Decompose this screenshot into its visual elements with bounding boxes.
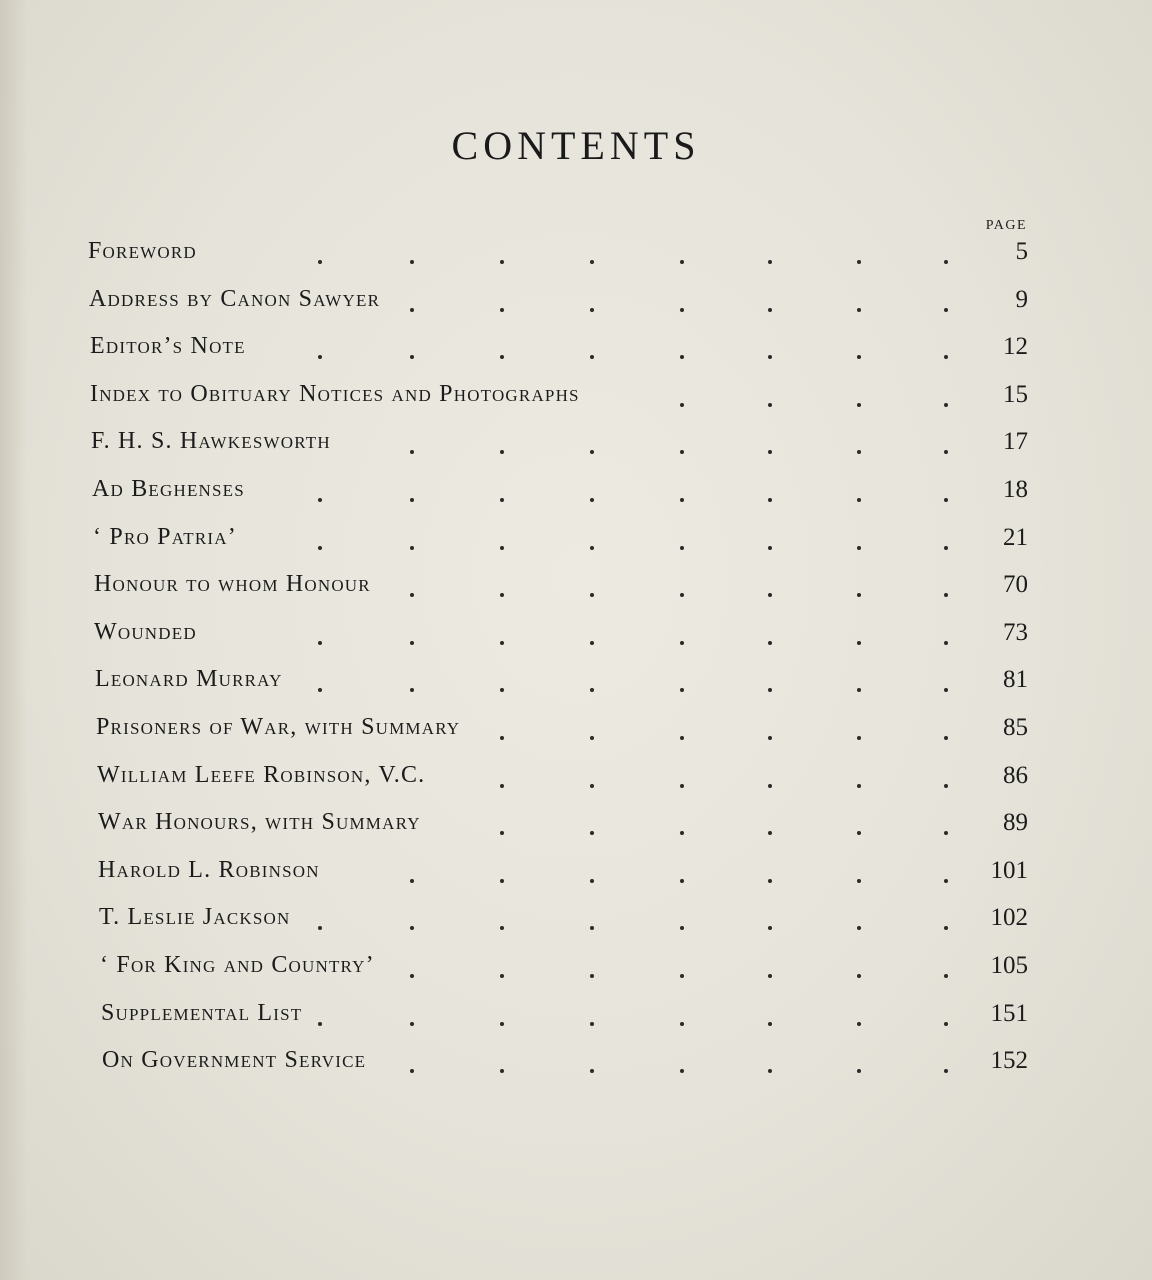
leader-dot [590,641,594,645]
toc-entry-title: Honour to whom Honour [94,571,371,597]
leader-dot [410,260,414,264]
toc-entry-title: Address by Canon Sawyer [89,286,381,312]
toc-entry-title: Harold L. Robinson [98,857,320,883]
toc-entry-page-number: 151 [990,1000,1028,1027]
leader-dot [944,308,948,312]
toc-entry [0,809,1152,843]
leader-dot [944,403,948,407]
leader-dot [318,641,322,645]
toc-entry-page-number: 5 [1015,238,1028,265]
leader-dot [857,784,861,788]
toc-entry-title: Wounded [94,619,197,645]
leader-dot [590,308,594,312]
leader-dot [500,1022,504,1026]
leader-dot [590,260,594,264]
leader-dot [590,784,594,788]
leader-dot [318,926,322,930]
toc-entry [0,524,1152,558]
leader-dot [768,450,772,454]
leader-dot [500,641,504,645]
leader-dot [680,546,684,550]
toc-entry [0,857,1152,891]
leader-dot [944,355,948,359]
leader-dot [768,308,772,312]
toc-entry-page-number: 9 [1015,286,1028,313]
toc-entry-page-number: 86 [1003,762,1028,789]
toc-entry-title: Leonard Murray [95,666,283,692]
toc-entry-page-number: 15 [1003,381,1028,408]
page-title: CONTENTS [451,123,701,168]
leader-dot [680,403,684,407]
leader-dot [857,1022,861,1026]
toc-entry [0,904,1152,938]
leader-dot [768,736,772,740]
leader-dot [944,879,948,883]
leader-dot [410,974,414,978]
leader-dot [500,450,504,454]
toc-entry-page-number: 17 [1003,428,1028,455]
toc-entry-title: On Government Service [102,1047,367,1073]
leader-dot [680,831,684,835]
leader-dot [944,926,948,930]
leader-dot [680,355,684,359]
leader-dot [680,308,684,312]
leader-dot [410,355,414,359]
toc-entry [0,381,1152,415]
leader-dot [500,974,504,978]
leader-dot [680,593,684,597]
leader-dot [857,450,861,454]
leader-dot [410,1069,414,1073]
leader-dot [410,879,414,883]
leader-dot [318,546,322,550]
leader-dot [500,784,504,788]
leader-dot [768,831,772,835]
leader-dot [590,926,594,930]
toc-entry-title: War Honours, with Summary [98,809,421,835]
leader-dot [857,403,861,407]
toc-entry-page-number: 101 [990,857,1028,884]
leader-dot [500,260,504,264]
leader-dot [500,593,504,597]
leader-dot [944,784,948,788]
leader-dot [680,926,684,930]
leader-dot [768,260,772,264]
toc-entry-title: Ad Beghenses [92,476,245,502]
leader-dot [318,355,322,359]
toc-entry-page-number: 18 [1003,476,1028,503]
toc-entry [0,1047,1152,1081]
leader-dot [857,260,861,264]
leader-dot [590,736,594,740]
leader-dot [500,355,504,359]
leader-dot [944,498,948,502]
toc-entry [0,286,1152,320]
leader-dot [680,498,684,502]
toc-entry [0,619,1152,653]
leader-dot [857,879,861,883]
toc-entry [0,714,1152,748]
leader-dot [768,974,772,978]
leader-dot [944,688,948,692]
leader-dot [500,308,504,312]
toc-entry-page-number: 81 [1003,666,1028,693]
leader-dot [590,1022,594,1026]
leader-dot [590,831,594,835]
leader-dot [944,450,948,454]
leader-dot [768,926,772,930]
page-column-heading: PAGE [985,218,1027,233]
leader-dot [768,546,772,550]
leader-dot [768,688,772,692]
leader-dot [768,403,772,407]
toc-entry [0,1000,1152,1034]
leader-dot [410,450,414,454]
leader-dot [500,498,504,502]
leader-dot [680,1069,684,1073]
toc-entry-title: Editor’s Note [90,333,246,359]
leader-dot [768,355,772,359]
leader-dot [768,641,772,645]
leader-dot [500,688,504,692]
leader-dot [680,974,684,978]
leader-dot [590,879,594,883]
leader-dot [857,831,861,835]
leader-dot [590,498,594,502]
toc-entry-title: F. H. S. Hawkesworth [91,428,331,454]
leader-dot [680,641,684,645]
toc-entry [0,333,1152,367]
leader-dot [944,260,948,264]
leader-dot [768,1022,772,1026]
leader-dot [680,1022,684,1026]
leader-dot [590,546,594,550]
leader-dot [500,926,504,930]
leader-dot [410,1022,414,1026]
leader-dot [410,688,414,692]
toc-entry-title: Supplemental List [101,1000,303,1026]
toc-entry [0,666,1152,700]
leader-dot [768,498,772,502]
toc-entry-title: ‘ For King and Country’ [100,952,375,978]
leader-dot [944,641,948,645]
leader-dot [857,498,861,502]
toc-entry [0,762,1152,796]
leader-dot [410,546,414,550]
toc-entry-page-number: 89 [1003,809,1028,836]
leader-dot [944,593,948,597]
toc-entry-page-number: 12 [1003,333,1028,360]
leader-dot [500,879,504,883]
leader-dot [768,593,772,597]
leader-dot [318,688,322,692]
leader-dot [944,736,948,740]
leader-dot [318,260,322,264]
leader-dot [500,736,504,740]
leader-dot [680,784,684,788]
toc-entry [0,476,1152,510]
toc-entry-page-number: 73 [1003,619,1028,646]
leader-dot [318,498,322,502]
leader-dot [857,926,861,930]
toc-entry-page-number: 70 [1003,571,1028,598]
leader-dot [590,450,594,454]
leader-dot [680,260,684,264]
leader-dot [410,641,414,645]
leader-dot [680,736,684,740]
toc-entry-page-number: 105 [990,952,1028,979]
leader-dot [857,641,861,645]
toc-entry [0,952,1152,986]
leader-dot [944,1022,948,1026]
leader-dot [680,450,684,454]
leader-dot [857,593,861,597]
leader-dot [590,974,594,978]
leader-dot [500,831,504,835]
leader-dot [944,1069,948,1073]
leader-dot [318,1022,322,1026]
leader-dot [500,546,504,550]
toc-entry-page-number: 21 [1003,524,1028,551]
leader-dot [680,688,684,692]
toc-entry-title: ‘ Pro Patria’ [93,524,237,550]
leader-dot [590,1069,594,1073]
toc-entry-page-number: 102 [990,904,1028,931]
leader-dot [590,688,594,692]
leader-dot [857,974,861,978]
leader-dot [410,498,414,502]
leader-dot [680,879,684,883]
toc-entry-title: Prisoners of War, with Summary [96,714,461,740]
leader-dot [768,879,772,883]
toc-entry [0,428,1152,462]
toc-entry [0,571,1152,605]
leader-dot [857,736,861,740]
toc-entry-page-number: 85 [1003,714,1028,741]
leader-dot [410,926,414,930]
toc-entry-title: T. Leslie Jackson [99,904,291,930]
leader-dot [500,1069,504,1073]
toc-entry-title: Index to Obituary Notices and Photographs [90,381,580,407]
leader-dot [410,308,414,312]
toc-entry-title: Foreword [88,238,197,264]
leader-dot [857,546,861,550]
leader-dot [857,308,861,312]
toc-entry [0,238,1152,272]
toc-entry-title: William Leefe Robinson, V.C. [97,762,426,788]
leader-dot [857,1069,861,1073]
leader-dot [768,784,772,788]
leader-dot [944,831,948,835]
toc-entry-page-number: 152 [990,1047,1028,1074]
leader-dot [768,1069,772,1073]
leader-dot [944,974,948,978]
leader-dot [857,355,861,359]
leader-dot [944,546,948,550]
leader-dot [410,593,414,597]
leader-dot [590,355,594,359]
leader-dot [857,688,861,692]
leader-dot [590,593,594,597]
